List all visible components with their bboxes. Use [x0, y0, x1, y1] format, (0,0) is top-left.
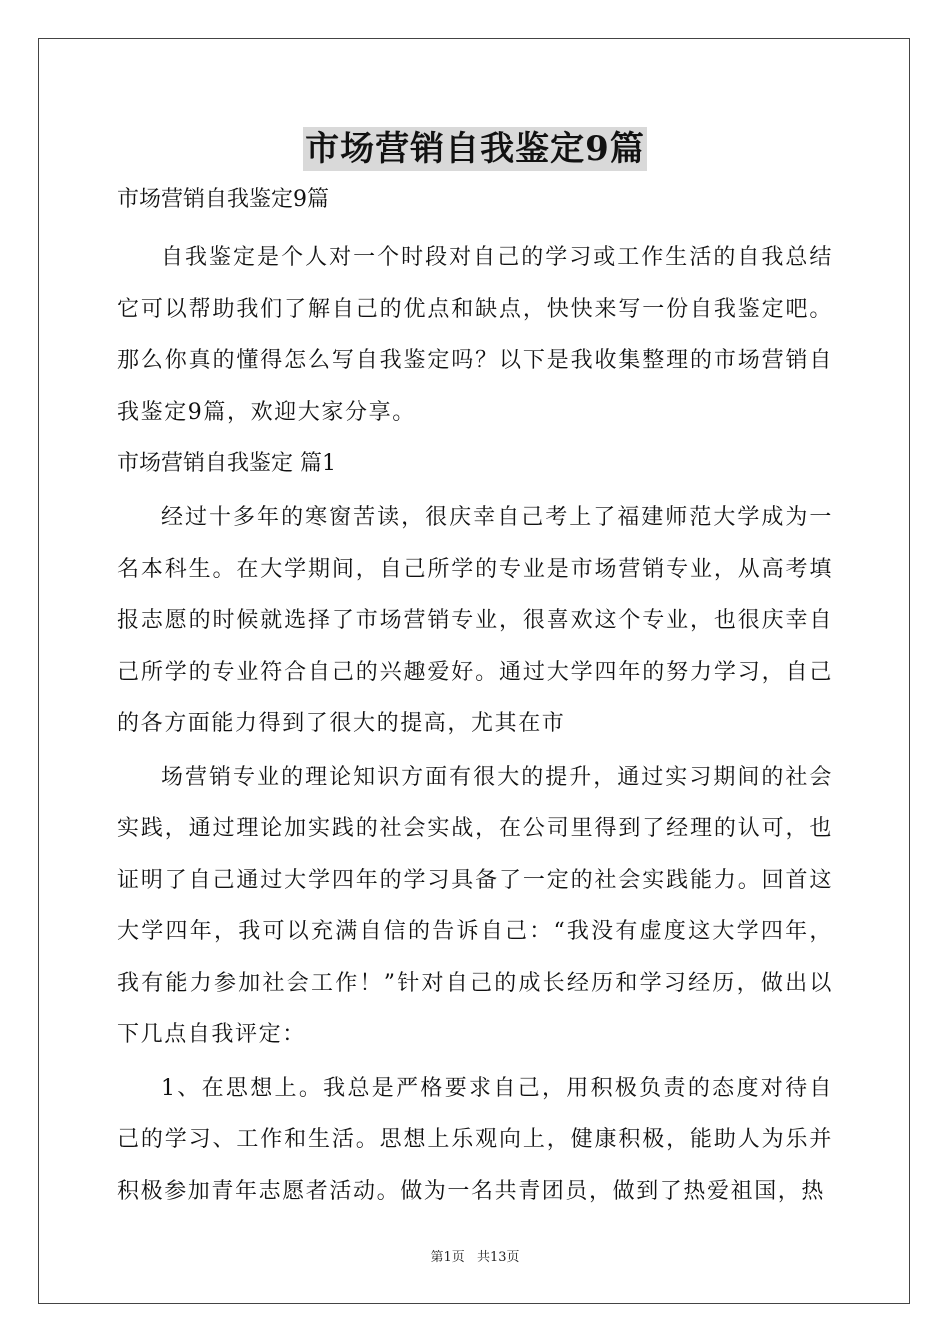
section-heading: 市场营销自我鉴定 篇1 — [117, 451, 336, 476]
body-paragraph: 1、在思想上。我总是严格要求自己，用积极负责的态度对待自己的学习、工作和生活。思想上乐观向上，健康积极，能助人为乐并积极参加青年志愿者活动。做为一名共青团员，做到了热爱祖国，热 — [117, 1075, 833, 1204]
body-paragraph: 场营销专业的理论知识方面有很大的提升，通过实习期间的社会实践，通过理论加实践的社会实战，在公司里得到了经理的认可，也证明了自己通过大学四年的学习具备了一定的社会实践能力。回首这大学四年，我可以充满自信的告诉自己：“我没有虚度这大学四年，我有能力参加社会工作！”针对自己的成长经历和学习经历，做出以下几点自我评定： — [117, 764, 833, 1047]
intro-paragraph: 自我鉴定是个人对一个时段对自己的学习或工作生活的自我总结它可以帮助我们了解自己的优点和缺点，快快来写一份自我鉴定吧。那么你真的懂得怎么写自我鉴定吗？以下是我收集整理的市场营销自我鉴定9篇，欢迎大家分享。 — [117, 245, 833, 425]
document-title: 市场营销自我鉴定9篇 — [305, 129, 645, 169]
title-container — [0, 127, 950, 171]
page-number: 第1页 — [430, 1250, 465, 1265]
document-body — [117, 180, 833, 1217]
subtitle-line: 市场营销自我鉴定9篇 — [117, 187, 329, 212]
total-pages: 共13页 — [476, 1250, 520, 1265]
page-footer — [0, 1246, 950, 1265]
body-paragraph: 经过十多年的寒窗苦读，很庆幸自己考上了福建师范大学成为一名本科生。在大学期间，自己所学的专业是市场营销专业，从高考填报志愿的时候就选择了市场营销专业，很喜欢这个专业，也很庆幸自己所学的专业符合自己的兴趣爱好。通过大学四年的努力学习，自己的各方面能力得到了很大的提高，尤其在市 — [117, 505, 833, 736]
